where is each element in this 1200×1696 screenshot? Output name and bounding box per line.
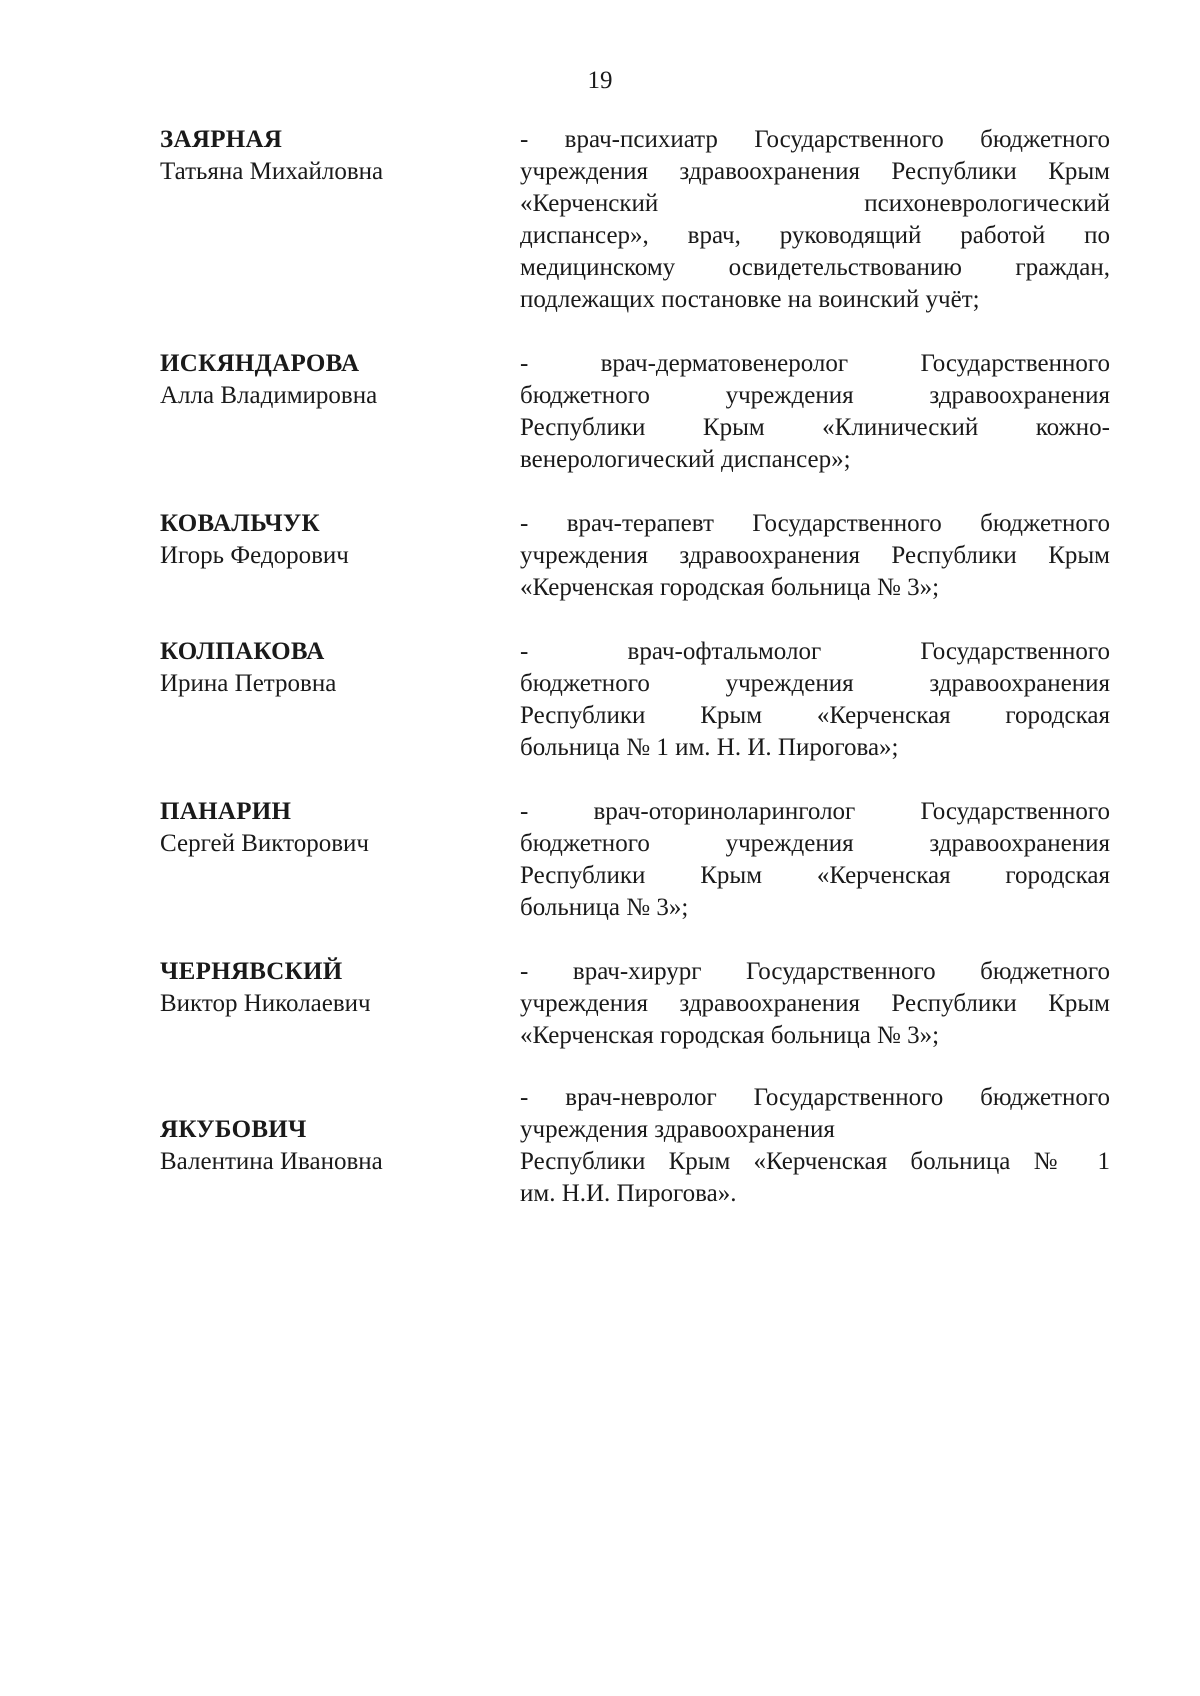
member-name xyxy=(160,956,520,1020)
position-line: - врач-офтальмолог Государственного xyxy=(520,638,1110,665)
position-line: - врач-хирург Государственного бюджетного xyxy=(520,958,1110,985)
position-line: Республики Крым «Керченская городская xyxy=(520,702,1110,729)
member-surname: ИСКЯНДАРОВА xyxy=(160,350,360,377)
position-line: бюджетного учреждения здравоохранения xyxy=(520,830,1110,857)
position-line: учреждения здравоохранения Республики Крым xyxy=(520,158,1110,185)
position-line: венерологический диспансер»; xyxy=(520,446,851,473)
position-line: больница № 3»; xyxy=(520,894,689,921)
member-position xyxy=(520,956,1110,1052)
position-line: медицинскому освидетельствованию граждан, xyxy=(520,254,1110,281)
commission-member-list xyxy=(160,124,1110,1242)
position-line: Республики Крым «Керченская больница № 1 xyxy=(520,1148,1110,1175)
member-given-names: Сергей Викторович xyxy=(160,830,369,857)
member-surname: ЯКУБОВИЧ xyxy=(160,1116,307,1143)
position-line: - врач-терапевт Государственного бюджетного xyxy=(520,510,1110,537)
member-name xyxy=(160,508,520,572)
member-given-names: Татьяна Михайловна xyxy=(160,158,384,185)
position-line: - врач-дерматовенеролог Государственного xyxy=(520,350,1110,377)
member-entry xyxy=(160,636,1110,764)
member-name xyxy=(160,1082,520,1178)
position-line: Республики Крым «Керченская городская xyxy=(520,862,1110,889)
position-line: Республики Крым «Клинический кожно- xyxy=(520,414,1110,441)
member-entry xyxy=(160,508,1110,604)
position-line: - врач-оториноларинголог Государственного xyxy=(520,798,1110,825)
position-line: - врач-невролог Государственного бюджетного xyxy=(520,1084,1110,1111)
member-given-names: Валентина Ивановна xyxy=(160,1148,383,1175)
member-position xyxy=(520,508,1110,604)
position-line: «Керченская городская больница № 3»; xyxy=(520,574,940,601)
position-line: подлежащих постановке на воинский учёт; xyxy=(520,286,980,313)
member-name xyxy=(160,636,520,700)
position-line: учреждения здравоохранения Республики Крым xyxy=(520,542,1110,569)
position-line: - врач-психиатр Государственного бюджетного xyxy=(520,126,1110,153)
member-given-names: Виктор Николаевич xyxy=(160,990,371,1017)
position-line: им. Н.И. Пирогова». xyxy=(520,1180,737,1207)
member-name xyxy=(160,796,520,860)
position-line: диспансер», врач, руководящий работой по xyxy=(520,222,1110,249)
member-name xyxy=(160,124,520,188)
member-surname: КОВАЛЬЧУК xyxy=(160,510,320,537)
member-entry xyxy=(160,1082,1110,1210)
member-surname: ПАНАРИН xyxy=(160,798,292,825)
member-given-names: Игорь Федорович xyxy=(160,542,349,569)
member-position xyxy=(520,348,1110,476)
member-entry xyxy=(160,124,1110,316)
position-line: бюджетного учреждения здравоохранения xyxy=(520,382,1110,409)
position-line: учреждения здравоохранения xyxy=(520,1116,835,1143)
position-line: учреждения здравоохранения Республики Крым xyxy=(520,990,1110,1017)
member-entry xyxy=(160,348,1110,476)
member-surname: ЧЕРНЯВСКИЙ xyxy=(160,958,343,985)
member-entry xyxy=(160,956,1110,1052)
member-given-names: Ирина Петровна xyxy=(160,670,337,697)
member-position xyxy=(520,636,1110,764)
position-line: «Керченский психоневрологический xyxy=(520,190,1110,217)
member-position xyxy=(520,1082,1110,1210)
member-name xyxy=(160,348,520,412)
position-line: бюджетного учреждения здравоохранения xyxy=(520,670,1110,697)
member-position xyxy=(520,124,1110,316)
member-surname: КОЛПАКОВА xyxy=(160,638,325,665)
member-surname: ЗАЯРНАЯ xyxy=(160,126,283,153)
position-line: «Керченская городская больница № 3»; xyxy=(520,1022,940,1049)
member-entry xyxy=(160,796,1110,924)
member-given-names: Алла Владимировна xyxy=(160,382,378,409)
position-line: больница № 1 им. Н. И. Пирогова»; xyxy=(520,734,899,761)
member-position xyxy=(520,796,1110,924)
page-number: 19 xyxy=(587,67,613,94)
